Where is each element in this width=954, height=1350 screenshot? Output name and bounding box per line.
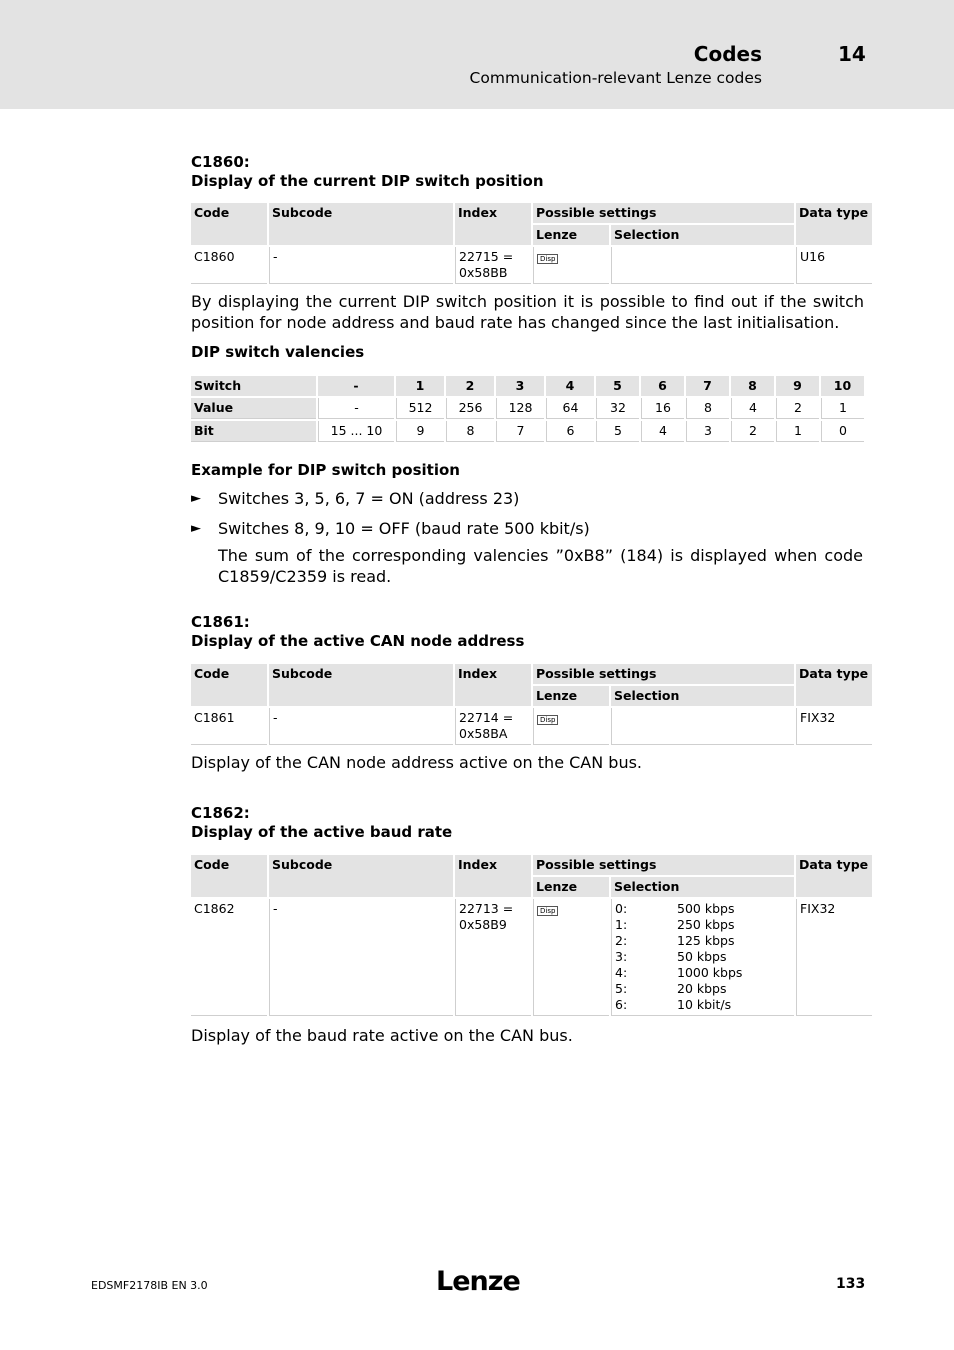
cell-index: 22714 = 0x58BA bbox=[455, 708, 531, 745]
col-subcode: Subcode bbox=[269, 664, 453, 706]
col-code: Code bbox=[191, 203, 267, 245]
cell-data-type: FIX32 bbox=[796, 708, 872, 745]
col-data-type: Data type bbox=[796, 855, 872, 897]
disp-icon: Disp bbox=[537, 906, 558, 916]
col-possible-settings: Possible settings bbox=[533, 664, 794, 684]
c1861-description: Display of the CAN node address active on the CAN bus. bbox=[191, 753, 643, 772]
c1862-table bbox=[189, 853, 874, 1018]
col-code: Code bbox=[191, 855, 267, 897]
col-index: Index bbox=[455, 664, 531, 706]
col-lenze: Lenze bbox=[533, 225, 609, 245]
col-selection: Selection bbox=[611, 686, 794, 706]
col-selection: Selection bbox=[611, 877, 794, 897]
c1860-heading-text: Display of the current DIP switch position bbox=[191, 172, 544, 190]
dip-row-bit: Bit 15 ... 10 9 8 7 6 5 4 3 2 1 0 bbox=[191, 421, 864, 442]
cell-subcode: - bbox=[269, 247, 453, 284]
col-subcode: Subcode bbox=[269, 203, 453, 245]
cell-selection bbox=[611, 899, 794, 1016]
cell-selection bbox=[611, 247, 794, 284]
cell-code: C1860 bbox=[191, 247, 267, 284]
col-data-type: Data type bbox=[796, 664, 872, 706]
cell-code: C1861 bbox=[191, 708, 267, 745]
dip-table bbox=[189, 374, 866, 444]
document-code: EDSMF2178IB EN 3.0 bbox=[91, 1279, 208, 1292]
c1861-heading-text: Display of the active CAN node address bbox=[191, 632, 525, 650]
cell-subcode: - bbox=[269, 708, 453, 745]
page-header bbox=[0, 0, 954, 109]
col-data-type: Data type bbox=[796, 203, 872, 245]
baud-rate-selection-list: 0: 500 kbps 1: 250 kbps 2: 125 kbps 3: 50 kbps 4: 1000 kbps 5: 20 kbps 6: 10 kbit/s bbox=[615, 901, 743, 1012]
disp-icon: Disp bbox=[537, 254, 558, 264]
cell-lenze bbox=[533, 247, 609, 284]
chapter-number: 14 bbox=[838, 42, 866, 66]
cell-data-type: U16 bbox=[796, 247, 872, 284]
table-row bbox=[191, 247, 872, 284]
cell-lenze bbox=[533, 899, 609, 1016]
col-possible-settings: Possible settings bbox=[533, 855, 794, 875]
col-selection: Selection bbox=[611, 225, 794, 245]
example-heading: Example for DIP switch position bbox=[191, 461, 460, 479]
dip-heading: DIP switch valencies bbox=[191, 343, 365, 361]
page-number: 133 bbox=[836, 1276, 866, 1292]
dip-row-switch: Switch - 1 2 3 4 5 6 7 8 9 10 bbox=[191, 376, 864, 396]
cell-index: 22713 = 0x58B9 bbox=[455, 899, 531, 1016]
cell-data-type: FIX32 bbox=[796, 899, 872, 1016]
table-row bbox=[191, 708, 872, 745]
list-item: ► Switches 3, 5, 6, 7 = ON (address 23) bbox=[191, 489, 520, 508]
lenze-logo: Lenze bbox=[436, 1266, 520, 1297]
col-possible-settings: Possible settings bbox=[533, 203, 794, 223]
col-index: Index bbox=[455, 855, 531, 897]
c1862-heading-text: Display of the active baud rate bbox=[191, 823, 453, 841]
c1861-heading-code: C1861: bbox=[191, 613, 250, 631]
cell-code: C1862 bbox=[191, 899, 267, 1016]
col-lenze: Lenze bbox=[533, 877, 609, 897]
c1861-table bbox=[189, 662, 874, 747]
header-subtitle: Communication-relevant Lenze codes bbox=[469, 69, 762, 87]
list-item: ► Switches 8, 9, 10 = OFF (baud rate 500 kbit/s) bbox=[191, 519, 590, 538]
cell-lenze bbox=[533, 708, 609, 745]
c1860-table-wrap bbox=[191, 201, 869, 286]
col-lenze: Lenze bbox=[533, 686, 609, 706]
c1860-description: By displaying the current DIP switch position it is possible to find out if the switch position for node address and baud rate has changed since the last initialisation. bbox=[191, 292, 864, 332]
cell-selection bbox=[611, 708, 794, 745]
table-row bbox=[191, 899, 872, 1016]
col-subcode: Subcode bbox=[269, 855, 453, 897]
cell-index: 22715 = 0x58BB bbox=[455, 247, 531, 284]
c1862-heading-code: C1862: bbox=[191, 804, 250, 822]
dip-row-value: Value - 512 256 128 64 32 16 8 4 2 1 bbox=[191, 398, 864, 419]
triangle-bullet-icon: ► bbox=[191, 521, 201, 536]
c1862-description: Display of the baud rate active on the CAN bus. bbox=[191, 1026, 573, 1045]
cell-subcode: - bbox=[269, 899, 453, 1016]
disp-icon: Disp bbox=[537, 715, 558, 725]
example-note: The sum of the corresponding valencies ”0xB8” (184) is displayed when code C1859/C2359 is read. bbox=[218, 546, 863, 586]
c1860-heading-code: C1860: bbox=[191, 153, 250, 171]
c1860-table bbox=[189, 201, 874, 286]
col-code: Code bbox=[191, 664, 267, 706]
col-index: Index bbox=[455, 203, 531, 245]
header-title: Codes bbox=[693, 42, 762, 66]
c1860-section bbox=[191, 153, 864, 191]
triangle-bullet-icon: ► bbox=[191, 491, 201, 506]
